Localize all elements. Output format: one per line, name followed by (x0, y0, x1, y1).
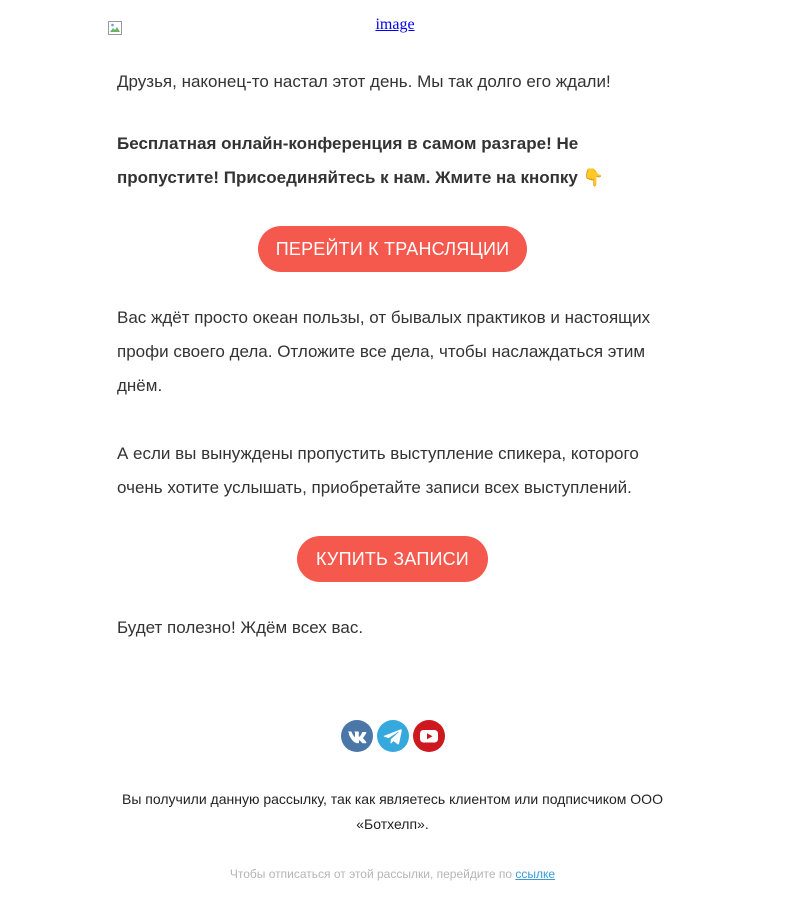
closing-text-block (117, 611, 669, 645)
records-text: А если вы вынуждены пропустить выступление спикера, которого очень хотите услышать, приобретайте записи всех выступлений. (117, 444, 639, 497)
footer-note: Вы получили данную рассылку, так как являетесь клиентом или подписчиком ООО «Ботхелп». (122, 791, 663, 832)
intro-text: Друзья, наконец-то настал этот день. Мы так долго его ждали! (117, 72, 611, 91)
closing-text: Будет полезно! Ждём всех вас. (117, 618, 364, 637)
go-to-stream-button[interactable]: ПЕРЕЙТИ К ТРАНСЛЯЦИИ (258, 226, 527, 272)
header-image-alt-link[interactable]: image (375, 16, 415, 33)
telegram-icon[interactable] (377, 720, 409, 752)
youtube-icon[interactable] (413, 720, 445, 752)
value-text: Вас ждёт просто океан пользы, от бывалых практиков и настоящих профи своего дела. Отложите все дела, чтобы наслаждаться этим днём. (117, 308, 651, 395)
unsubscribe-link[interactable]: ссылке (515, 867, 556, 881)
header-image (108, 16, 678, 38)
social-links (340, 720, 450, 754)
vk-icon[interactable] (341, 720, 373, 752)
records-text-block (117, 437, 669, 505)
buy-records-button[interactable]: КУПИТЬ ЗАПИСИ (297, 536, 488, 582)
unsubscribe-line (110, 864, 675, 884)
broken-image-icon (108, 21, 122, 35)
highlight-text: Бесплатная онлайн-конференция в самом разгаре! Не пропустите! Присоединяйтесь к нам. Жмите на кнопку 👇 (117, 134, 604, 187)
highlight-text-block (117, 127, 669, 195)
intro-text-block (117, 65, 669, 99)
unsubscribe-text: Чтобы отписаться от этой рассылки, перейдите по (229, 867, 513, 881)
value-text-block (117, 301, 669, 403)
